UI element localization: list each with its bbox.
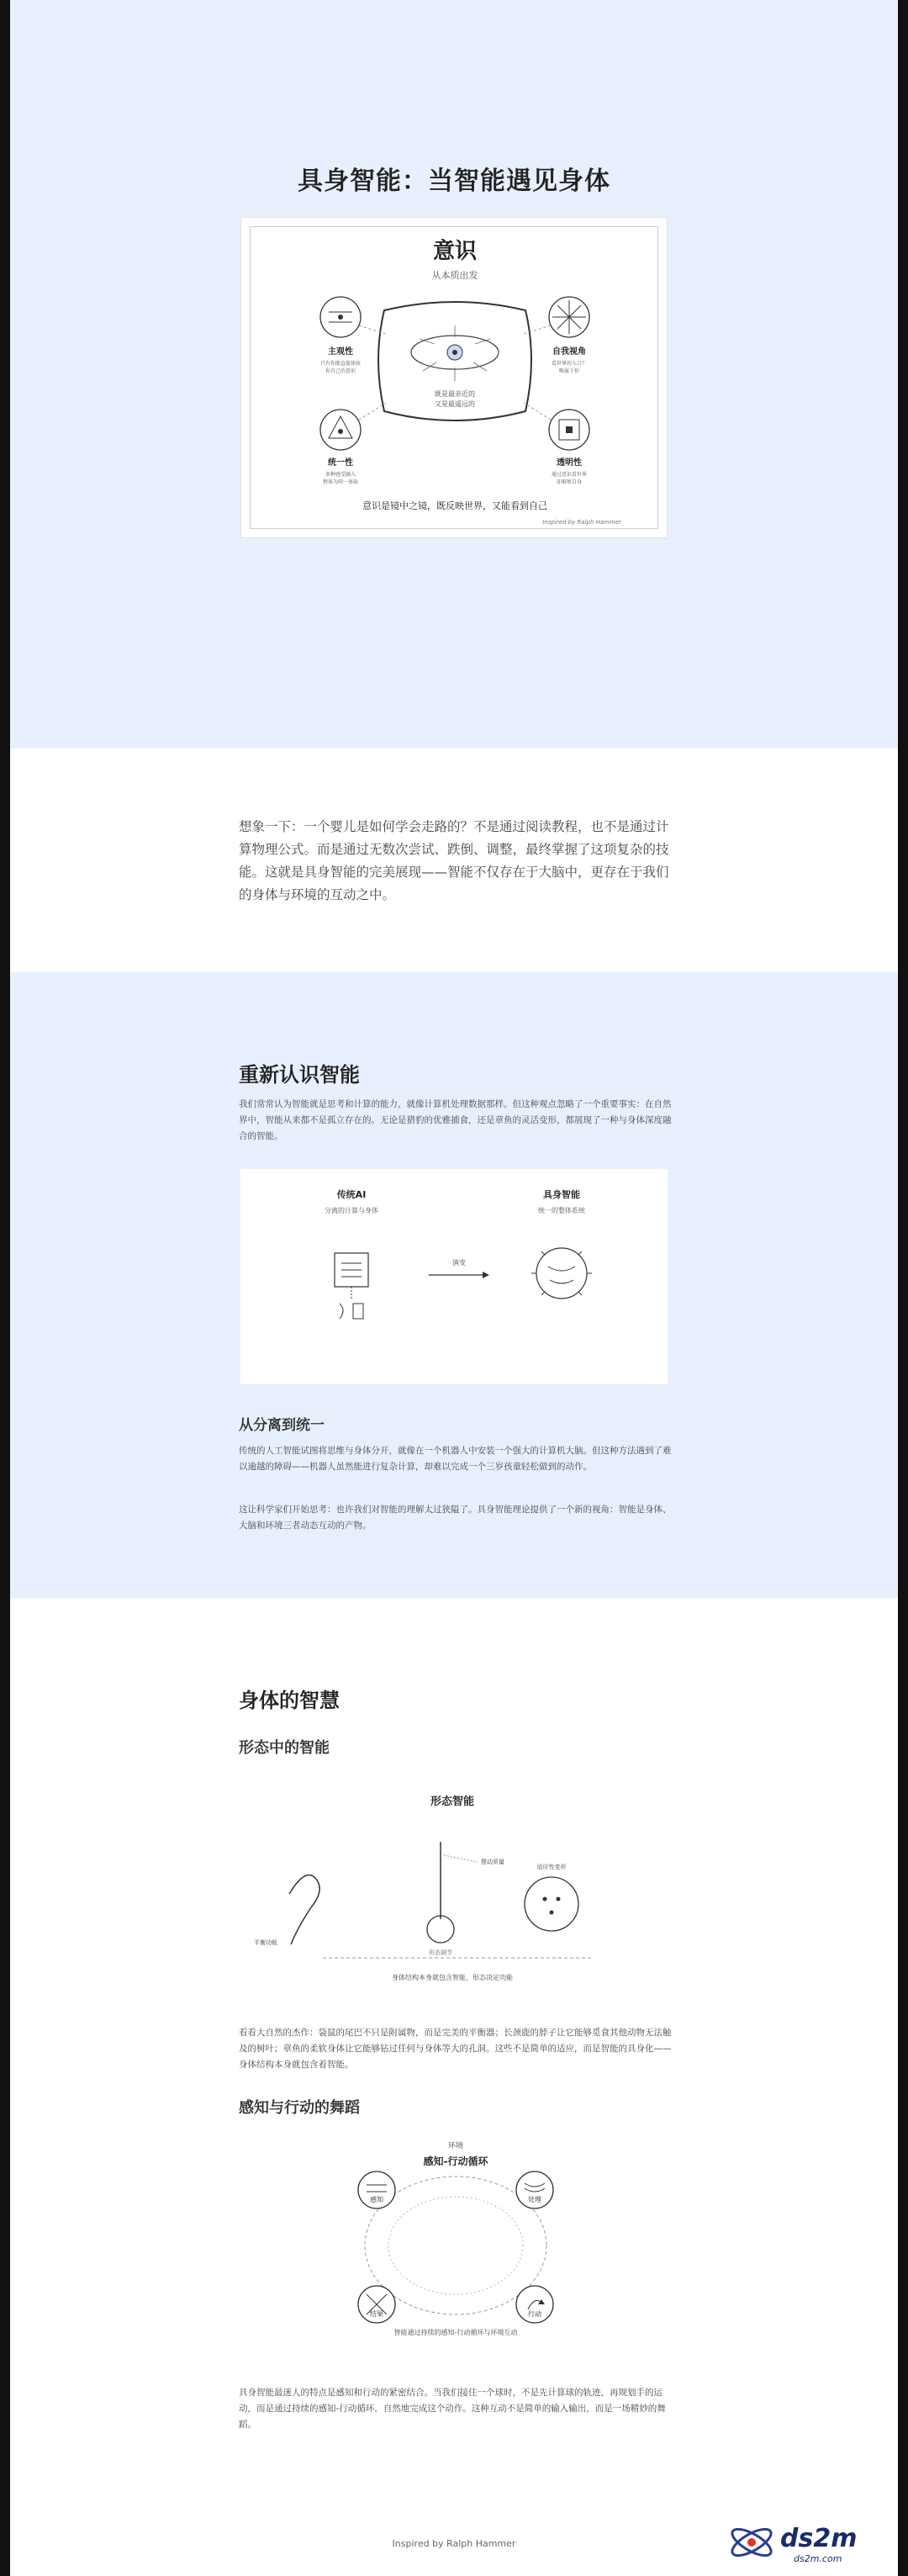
loop-env-label: 环境 bbox=[447, 2142, 464, 2150]
traditional-ai-title: 传统AI bbox=[336, 1189, 367, 1200]
unity-paragraph-1: 传统的人工智能试图将思维与身体分开，就像在一个机器人中安装一个强大的计算机大脑。但这种方法遇到了难以逾越的障碍——机器人虽然能进行复杂计算，却难以完成一个三岁孩童轻松做到的动作。 bbox=[239, 1446, 672, 1472]
traditional-ai-sub: 分离的计算与身体 bbox=[325, 1207, 378, 1214]
rethink-section bbox=[10, 972, 898, 1598]
diagram-label: 透明性 bbox=[557, 458, 582, 468]
perception-action-loop-diagram bbox=[330, 2136, 582, 2355]
hero-section bbox=[10, 0, 898, 748]
diagram-label: 形态调节 bbox=[429, 1949, 452, 1956]
morphology-paragraph: 看看大自然的杰作：袋鼠的尾巴不只是附属物，而是完美的平衡器；长颈鹿的脖子让它能够觅食其他动物无法触及的树叶；章鱼的柔软身体让它能够钻过任何与身体等大的孔洞。这些不是简单的适应，而是智能的具身化——身体结构本身就包含着智能。 bbox=[239, 2028, 672, 2070]
unity-subheading: 从分离到统一 bbox=[239, 1417, 325, 1434]
intro-paragraph: 想象一下：一个婴儿是如何学会走路的？不是通过阅读教程，也不是通过计算物理公式。而是通过无数次尝试、跌倒、调整，最终掌握了这项复杂的技能。这就是具身智能的完美展现——智能不仅存在于大脑中，更存在于我们的身体与环境的互动之中。 bbox=[239, 819, 669, 902]
ai-comparison-diagram bbox=[240, 1169, 668, 1384]
diagram-label: 唯属于你 bbox=[558, 368, 580, 374]
morphology-diagram bbox=[239, 1785, 666, 1995]
diagram-label: 却难察自身 bbox=[556, 479, 583, 485]
perception-action-subheading: 感知与行动的舞蹈 bbox=[239, 2099, 360, 2117]
unity-paragraph-2: 这让科学家们开始思考：也许我们对智能的理解太过狭隘了。具身智能理论提供了一个新的视角：智能是身体、大脑和环境三者动态互动的产物。 bbox=[239, 1505, 672, 1531]
morphology-subheading: 形态中的智能 bbox=[239, 1739, 330, 1757]
rethink-heading: 重新认识智能 bbox=[239, 1063, 360, 1087]
pendulum-mass-icon bbox=[427, 1916, 454, 1943]
logo-sub: ds2m.com bbox=[794, 2553, 842, 2564]
page-title: 具身智能：当智能遇见身体 bbox=[298, 167, 610, 196]
unified-system-icon bbox=[536, 1248, 587, 1299]
morph-caption: 身体结构本身就包含智能，形态决定功能 bbox=[392, 1974, 513, 1981]
card-signature: Inspired by Ralph Hammer bbox=[542, 519, 621, 526]
body-parts-icon bbox=[340, 1304, 343, 1319]
morph-title: 形态智能 bbox=[430, 1796, 475, 1808]
center-text-1: 既是最亲近的 bbox=[435, 390, 475, 398]
diagram-label: 只有你能直接体验 bbox=[319, 361, 362, 367]
card-title: 意识 bbox=[432, 239, 478, 264]
kangaroo-tail-icon bbox=[289, 1875, 319, 1945]
diagram-label: 通过意识看世界 bbox=[551, 472, 588, 478]
consciousness-card bbox=[240, 217, 668, 538]
diagram-label: 处理 bbox=[528, 2196, 541, 2203]
consciousness-diagram bbox=[241, 218, 668, 539]
node-label: 主观性 bbox=[328, 347, 353, 357]
diagram-label: 统一性 bbox=[328, 458, 353, 468]
diagram-label: 摆动质量 bbox=[481, 1859, 504, 1865]
diagram-label: 平衡功能 bbox=[254, 1939, 277, 1946]
rethink-paragraph: 我们常常认为智能就是思考和计算的能力，就像计算机处理数据那样。但这种观点忽略了一个重要事实：在自然界中，智能从来都不是孤立存在的。无论是猎豹的优雅捕食，还是章鱼的灵活变形，都展现了一种与身体深度融合的智能。 bbox=[239, 1099, 672, 1141]
card-subtitle: 从本质出发 bbox=[431, 270, 478, 281]
loop-caption: 智能通过持续的感知-行动循环与环境互动 bbox=[393, 2329, 518, 2336]
diagram-label: 自我视角 bbox=[552, 347, 586, 357]
diagram-label: 看世界的入口？ bbox=[551, 361, 588, 367]
diagram-label: 结果 bbox=[370, 2310, 383, 2318]
body-wisdom-section bbox=[10, 1598, 898, 2576]
loop-title: 感知-行动循环 bbox=[423, 2155, 488, 2167]
diagram-label: 行动 bbox=[528, 2310, 541, 2318]
diagram-label: 感知 bbox=[370, 2196, 383, 2203]
footer-credit: Inspired by Ralph Hammer bbox=[392, 2538, 516, 2549]
embodied-ai-sub: 统一的整体系统 bbox=[538, 1207, 585, 1214]
body-wisdom-heading: 身体的智慧 bbox=[239, 1689, 340, 1712]
diagram-label: 多种感受融入 bbox=[325, 472, 356, 478]
logo-text: ds2m bbox=[780, 2524, 858, 2553]
diagram-label: 整体为同一体验 bbox=[322, 479, 359, 485]
card-caption: 意识是镜中之镜，既反映世界，又能看到自己 bbox=[362, 500, 547, 511]
embodied-ai-title: 具身智能 bbox=[543, 1189, 580, 1200]
diagram-label: 适应性变形 bbox=[536, 1864, 567, 1870]
diagram-label: 你自己的意识 bbox=[325, 368, 356, 374]
evolution-label: 演变 bbox=[452, 1259, 466, 1267]
center-text-2: 又是最遥远的 bbox=[435, 400, 475, 408]
perception-action-paragraph: 具身智能最迷人的特点是感知和行动的紧密结合。当我们接住一个球时，不是先计算球的轨迹，再规划手的运动，而是通过持续的感知-行动循环，自然地完成这个动作。这种互动不是简单的输入输出，而是一场精妙的舞蹈。 bbox=[239, 2388, 666, 2430]
site-logo[interactable] bbox=[723, 2515, 900, 2570]
adaptive-body-icon bbox=[525, 1877, 578, 1931]
intro-section bbox=[10, 748, 898, 972]
